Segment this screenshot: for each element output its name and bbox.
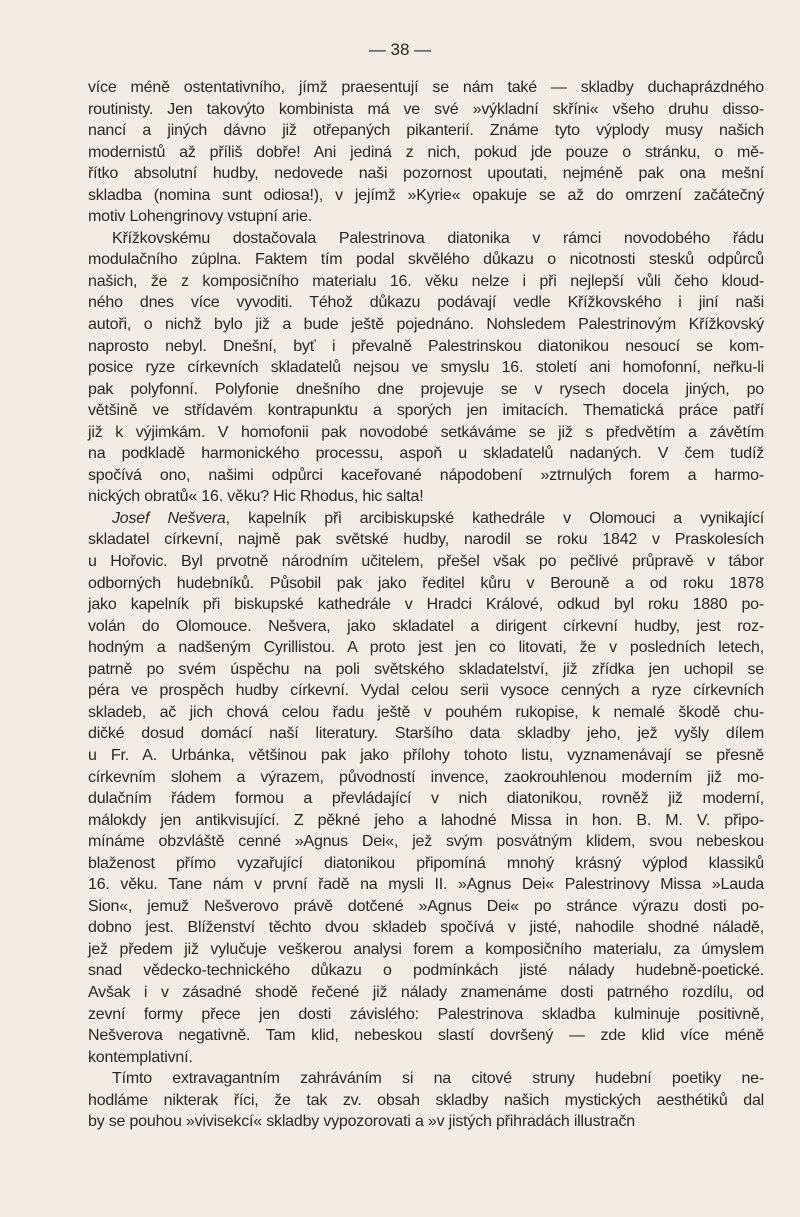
text-line: modernistů až příliš dobře! Ani jediná z nich, pokud jde pouze o stránku, o mě- [88, 143, 764, 161]
text-line: hodným a nadšeným Cyrillistou. A proto jest jen co litovati, že v posledních letech, [88, 639, 764, 657]
text-line: nických obratů« 16. věku? Hic Rhodus, hic salta! [88, 488, 424, 506]
text-line: naprosto nebyl. Dnešní, byť i převalně Palestrinskou diatonikou nesoucí se kom- [88, 337, 764, 355]
document-body [88, 77, 764, 1133]
text-line [88, 508, 764, 530]
text-line: našich, že z komposičního materialu 16. věku nelze i při nejlepší vůli čeho kloud- [88, 272, 764, 290]
text-line: málokdy jen antikvisující. Z pěkné jeho a lahodné Missa in hon. B. M. V. připo- [88, 811, 764, 829]
text-line: hodláme nikterak říci, že tak zv. obsah skladby našich mystických aesthétiků dal [88, 1091, 764, 1109]
text-line: Sion«, jemuž Nešverovo právě dotčené »Agnus Dei« po stránce výrazu dosti po- [88, 897, 764, 915]
text-line: odborných hudebníků. Působil pak jako ředitel kůru v Berouně a od roku 1878 [88, 574, 764, 592]
paragraph [88, 508, 764, 1068]
text-line: dulačním řádem formou a převládající v nich diatonikou, rovněž již moderní, [88, 790, 764, 808]
text-line: modulačního zúplna. Faktem tím podal skvělého důkazu o nicotnosti stesků odpůrců [88, 251, 764, 269]
text-line: spočívá ono, našimi odpůrci kaceřované nápodobení »ztrnulých forem a harmo- [88, 466, 764, 484]
text-line: skladeb, ač jich chová celou řadu ještě v pouhém rukopise, k nemalé škodě chu- [88, 703, 764, 721]
text-line: dičké dosud domácí naší literatury. Staršího data skladby jeho, jež vyšly dílem [88, 725, 764, 743]
text-line: 16. věku. Tane nám v první řadě na mysli II. »Agnus Dei« Palestrinovy Missa »Lauda [88, 876, 764, 894]
text-line: blaženost přímo vyzařující diatonikou připomíná mnohý krásný výplod klassiků [88, 854, 764, 872]
text-line: již k výjimkám. V homofonii pak novodobé setkáváme se již s předvětím a závětím [88, 423, 764, 441]
author-name: Josef Nešvera [112, 509, 226, 527]
text-line: u Fr. A. Urbánka, většinou pak jako přílohy tohoto listu, vyznamenávají se přesně [88, 746, 764, 764]
text-line: autoři, o nichž bylo již a bude ještě pojednáno. Nohsledem Palestrinovým Křížkovský [88, 316, 764, 334]
text-line: péra ve prospěch hudby církevní. Vydal celou serii vysoce cenných a ryze církevních [88, 682, 764, 700]
text-line: Avšak i v zásadné shodě řečené již nálady znamenáme dosti patrného rozdílu, od [88, 983, 764, 1001]
text-line: více méně ostentativního, jímž praesentují se nám také — skladby duchaprázdného [88, 79, 764, 96]
text-line: skladatel církevní, najmě pak světské hudby, narodil se roku 1842 v Praskolesích [88, 531, 764, 549]
text-line: kontemplativní. [88, 1048, 193, 1066]
text-line: jako kapelník při biskupské kathedrále v Hradci Králové, odkud byl roku 1880 po- [88, 596, 764, 614]
text-line: na podkladě harmonického processu, aspoň u skladatelů nadaných. V čem tudíž [88, 445, 764, 463]
text-line: dobno jest. Blíženství těchto dvou skladeb spočívá v jisté, nahodile shodné náladě, [88, 919, 764, 937]
text-line: jež předem již vylučuje veškerou analysi forem a komposičního materialu, za úmyslem [88, 940, 764, 958]
text-line: většině ve střídavém kontrapunktu a sporých jen imitacích. Thematická práce patří [88, 402, 764, 420]
text-line: řítko absolutní hudby, nedovede naši pozornost upoutati, nejméně pak ona mešní [88, 165, 764, 183]
text-line: ného dnes více vyvoditi. Téhož důkazu podávají vedle Křížkovského i jiní naši [88, 294, 764, 312]
text-line: Nešverova negativně. Tam klid, nebeskou slastí dovršený — zde klid více méně [88, 1027, 764, 1045]
text-segment: , kapelník při arcibiskupské kathedrále v Olomouci a vynikající [225, 509, 764, 527]
text-line: Tímto extravagantním zahráváním si na citové struny hudební poetiky ne- [112, 1070, 764, 1088]
text-line: routinisty. Jen takovýto kombinista má ve své »výkladní skříni« všeho druhu disso- [88, 100, 764, 118]
text-line: nancí a jiných dávno již otřepaných pikanterií. Známe tyto výplody musy našich [88, 122, 764, 140]
text-line: motiv Lohengrinovy vstupní arie. [88, 208, 312, 226]
text-line: církevním slohem a výrazem, původností invence, zaokrouhlenou moderním již mo- [88, 768, 764, 786]
text-line: mínáme obzvláště cenné »Agnus Dei«, jež svým posvátným klidem, svou nebeskou [88, 833, 764, 851]
paragraph [88, 1068, 764, 1133]
text-line: by se pouhou »vivisekcí« skladby vypozorovati a »v jistých přihradách illustračn [88, 1113, 635, 1131]
text-line: volán do Olomouce. Nešvera, jako skladatel a dirigent církevní hudby, jest roz- [88, 617, 764, 635]
text-line: posice ryze církevních skladatelů nejsou ve smyslu 16. století ani homofonní, neřku-li [88, 359, 764, 377]
page-number: — 38 — [368, 40, 432, 59]
text-line: snad vědecko-technického důkazu o podmínkách jisté nálady hudebně-poetické. [88, 962, 764, 980]
text-line: u Hořovic. Byl prvotně národním učitelem, přešel však po pečlivé průpravě v tábor [88, 553, 764, 571]
paragraph [88, 77, 764, 228]
paragraph [88, 228, 764, 508]
text-line: skladba (nomina sunt odiosa!), v jejímž »Kyrie« opakuje se až do omrzení začátečný [88, 186, 764, 204]
text-line: pak polyfonní. Polyfonie dnešního dne projevuje se v rysech docela jiných, po [88, 380, 764, 398]
text-line: zevní formy přece jen dosti závislého: Palestrinova skladba kulminuje positivně, [88, 1005, 764, 1023]
text-line: patrně po svém úspěchu na poli světského skladatelství, již zřídka jen uchopil se [88, 660, 764, 678]
text-line: Křížkovskému dostačovala Palestrinova diatonika v rámci novodobého řádu [112, 229, 764, 247]
